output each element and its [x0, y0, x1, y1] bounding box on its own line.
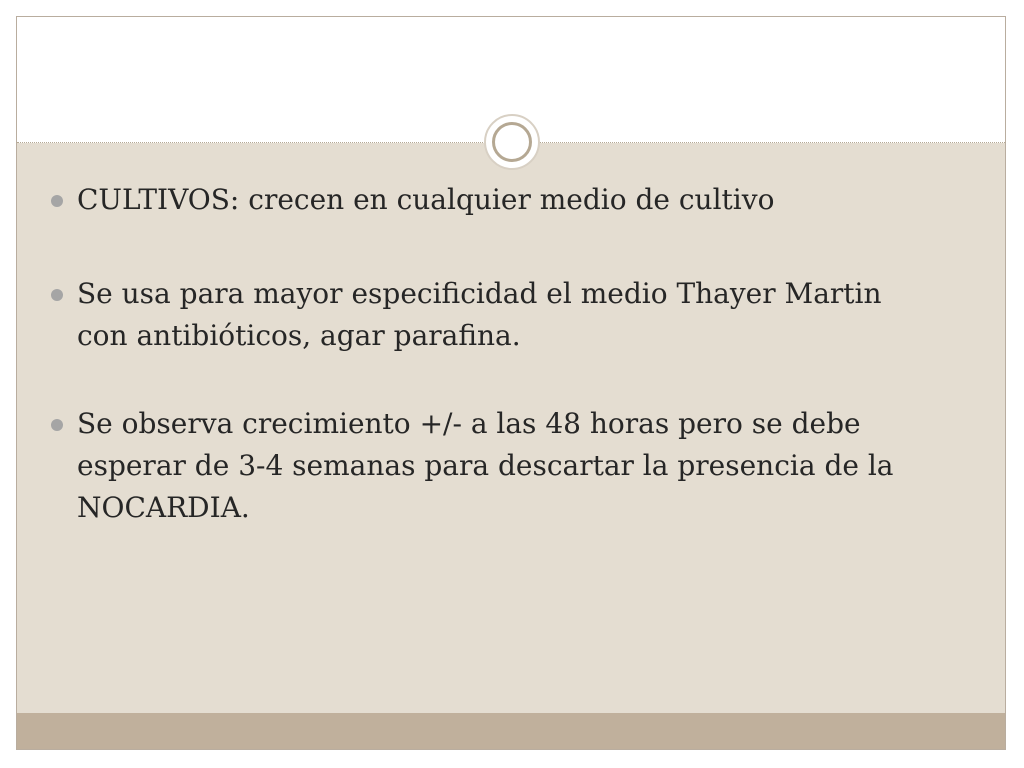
bullet-text: Se usa para mayor especificidad el medio Thayer Martin con antibióticos, agar parafina.: [77, 277, 882, 352]
bullet-dot-icon: [51, 289, 63, 301]
bullet-item: [49, 179, 929, 221]
slide: [16, 16, 1006, 750]
bullet-dot-icon: [51, 419, 63, 431]
circle-ornament-icon: [484, 114, 540, 170]
bottom-band: [17, 713, 1005, 749]
ring-icon: [492, 122, 532, 162]
bullet-list: [49, 179, 929, 575]
bullet-text: CULTIVOS: crecen en cualquier medio de cultivo: [77, 183, 775, 216]
bullet-text: Se observa crecimiento +/- a las 48 horas pero se debe esperar de 3-4 semanas para descartar la presencia de la NOCARDIA.: [77, 407, 894, 524]
bullet-item: [49, 403, 929, 529]
bullet-item: [49, 273, 929, 357]
bullet-dot-icon: [51, 195, 63, 207]
